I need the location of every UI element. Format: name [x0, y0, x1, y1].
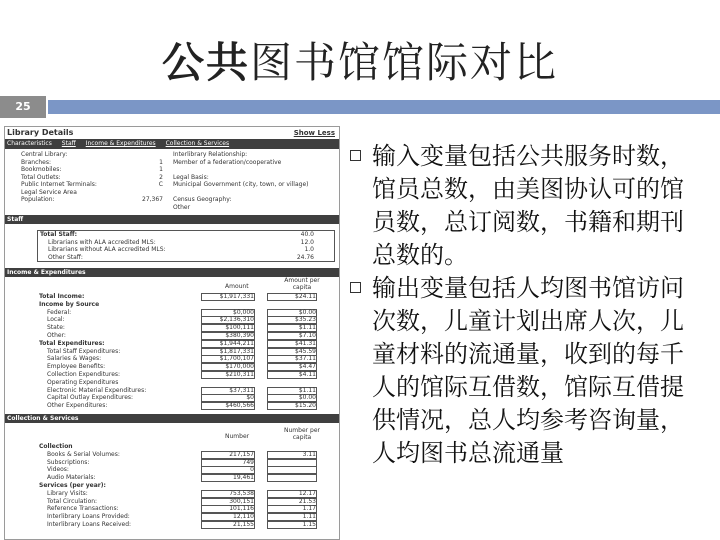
slide-title-bold: 公共	[161, 38, 250, 87]
collection-row-label: Videos:	[47, 466, 69, 474]
collection-row-label: Books & Serial Volumes:	[47, 450, 120, 458]
collection-row-value: 19,461	[201, 474, 255, 482]
income-row-value: $2,136,310	[201, 316, 255, 324]
staff-row	[38, 246, 334, 254]
collection-row-per-capita: 1.15	[267, 521, 317, 529]
collection-section-header: Collection & Services	[5, 414, 339, 423]
income-row-label: Other:	[47, 331, 66, 339]
show-less-link[interactable]: Show Less	[293, 129, 335, 137]
collection-row-label: Subscriptions:	[47, 458, 90, 466]
collection-row	[5, 521, 339, 529]
library-details-panel	[4, 126, 340, 540]
staff-list	[5, 224, 339, 268]
income-row-label: Total Income:	[39, 293, 85, 300]
income-row-label: Collection Expenditures:	[47, 370, 121, 378]
staff-value: 12.0	[300, 238, 314, 246]
income-row-label: Federal:	[47, 308, 72, 316]
collection-row	[5, 443, 339, 451]
income-row-value: $210,311	[201, 371, 255, 379]
panel-tabs	[5, 139, 339, 149]
collection-row	[5, 474, 339, 482]
income-row	[5, 402, 339, 410]
income-row-label: Total Staff Expenditures:	[47, 347, 121, 355]
bullet-text-inputs: 输入变量包括公共服务时数，馆员总数，由美图协认可的馆员数，总订阅数，书籍和期刊总数的。	[372, 142, 684, 269]
staff-value: 24.76	[296, 253, 314, 261]
collection-row-label: Audio Materials:	[47, 474, 96, 482]
tab-staff[interactable]: Staff	[61, 140, 76, 147]
income-row-label: Operating Expenditures	[47, 378, 119, 386]
income-row-per-capita: $4.47	[267, 363, 317, 371]
collection-row	[5, 513, 339, 521]
collection-row-value: 21,155	[201, 521, 255, 529]
bullet-text-outputs: 输出变量包括人均图书馆访问次数，儿童计划出席人次，儿童材料的流通量，收到的每千人的馆际互借数，馆际互借提供情况，总人均参考咨询量，人均图书总流通量	[372, 274, 684, 467]
characteristic-label-2: Census Geography:	[173, 196, 232, 203]
characteristic-value: 1	[159, 166, 163, 173]
characteristic-label-2: Interlibrary Relationship:	[173, 151, 248, 158]
page-bar	[0, 96, 720, 118]
staff-row	[38, 231, 334, 239]
income-row	[5, 371, 339, 379]
panel-title: Library Details	[7, 128, 74, 137]
collection-row-per-capita: 1.17	[267, 505, 317, 513]
characteristic-value: 2	[159, 173, 163, 181]
characteristic-row	[5, 166, 339, 174]
income-row-value: $37,311	[201, 387, 255, 395]
staff-label: Librarians without ALA accredited MLS:	[48, 246, 166, 253]
income-row-per-capita: $35.23	[267, 316, 317, 324]
income-row-per-capita: $1.11	[267, 387, 317, 395]
characteristic-label-2: Legal Basis:	[173, 173, 209, 181]
income-row-value: $170,000	[201, 363, 255, 371]
collection-row	[5, 505, 339, 513]
income-row-value: $1,917,331	[201, 293, 255, 301]
income-row-per-capita: $0.00	[267, 394, 317, 402]
collection-row-value: 749	[201, 459, 255, 467]
income-row-value: $460,566	[201, 402, 255, 410]
characteristics-list	[5, 149, 339, 211]
income-row	[5, 324, 339, 332]
collection-row-value: 0	[201, 466, 255, 474]
collection-row-per-capita	[267, 466, 317, 474]
income-row-label: Other Expenditures:	[47, 402, 108, 410]
income-row-per-capita: $0.00	[267, 309, 317, 317]
staff-value: 1.0	[304, 246, 314, 253]
collection-row-value: 217,157	[201, 451, 255, 459]
income-row-value: $1,944,211	[201, 340, 255, 348]
collection-row	[5, 482, 339, 490]
characteristic-row	[5, 151, 339, 159]
income-row-per-capita: $41.31	[267, 340, 317, 348]
collection-row-value: 101,116	[201, 505, 255, 513]
income-row-label: Income by Source	[39, 300, 100, 308]
collection-table	[5, 443, 339, 529]
characteristic-value: 1	[159, 158, 163, 166]
collection-row-per-capita: 1.11	[267, 513, 317, 521]
characteristic-row	[5, 181, 339, 189]
income-row-value: $0	[201, 394, 255, 402]
collection-row-per-capita	[267, 459, 317, 467]
characteristic-row	[5, 204, 339, 212]
income-row-per-capita: $7.10	[267, 332, 317, 340]
collection-row-per-capita: 12.17	[267, 490, 317, 498]
income-row-value: $1,700,107	[201, 355, 255, 363]
income-row	[5, 332, 339, 340]
staff-label: Other Staff:	[48, 253, 83, 261]
collection-row-value: 12,110	[201, 513, 255, 521]
panel-header	[5, 127, 339, 139]
income-row	[5, 394, 339, 402]
income-row-per-capita: $24.11	[267, 293, 317, 301]
income-row	[5, 387, 339, 395]
accent-strip	[48, 100, 720, 114]
collection-row-label: Interlibrary Loans Received:	[47, 520, 132, 528]
income-row	[5, 379, 339, 387]
bullet-square-icon	[350, 282, 361, 293]
collection-row-per-capita: 3.11	[267, 451, 317, 459]
income-row	[5, 316, 339, 324]
collection-row	[5, 466, 339, 474]
characteristic-value: C	[158, 181, 163, 188]
collection-row-per-capita: 21.53	[267, 498, 317, 506]
staff-label: Librarians with ALA accredited MLS:	[48, 238, 156, 246]
collection-row-label: Total Circulation:	[47, 497, 98, 505]
income-column-header	[5, 277, 339, 293]
characteristic-label: Central Library:	[21, 151, 68, 158]
collection-row-label: Collection	[39, 442, 73, 450]
characteristic-row	[5, 196, 339, 204]
collection-row	[5, 451, 339, 459]
income-row-label: Electronic Material Expenditures:	[47, 386, 147, 394]
collection-row-label: Reference Transactions:	[47, 505, 119, 513]
amount-per-capita-header: Amount per capita	[284, 277, 320, 291]
collection-row	[5, 459, 339, 467]
income-row	[5, 293, 339, 301]
tab-collection-services[interactable]: Collection & Services	[165, 140, 230, 147]
bullet-list	[350, 140, 700, 470]
collection-row-label: Library Visits:	[47, 489, 88, 497]
income-row-per-capita: $4.11	[267, 371, 317, 379]
income-row-per-capita: $45.59	[267, 348, 317, 356]
characteristic-label-2: Other	[173, 203, 191, 211]
staff-value: 40.0	[300, 231, 314, 238]
characteristic-label: Legal Service Area	[21, 188, 77, 196]
staff-box	[37, 230, 335, 262]
tab-income-expenditures[interactable]: Income & Expenditures	[85, 140, 156, 147]
characteristic-row	[5, 159, 339, 167]
collection-column-header	[5, 423, 339, 443]
income-row-label: Local:	[47, 316, 65, 324]
characteristic-label: Branches:	[21, 158, 52, 166]
characteristic-label-2: Member of a federation/cooperative	[173, 158, 282, 166]
collection-row-value: 300,151	[201, 498, 255, 506]
slide-title-rest: 图书馆馆际对比	[250, 38, 559, 87]
income-table	[5, 293, 339, 410]
income-row	[5, 340, 339, 348]
characteristic-row	[5, 189, 339, 197]
staff-label: Total Staff:	[40, 231, 77, 238]
number-header: Number	[225, 432, 250, 440]
characteristic-label-2: Municipal Government (city, town, or village)	[173, 181, 309, 188]
income-row	[5, 355, 339, 363]
bullet-square-icon	[350, 150, 361, 161]
income-row-label: Capital Outlay Expenditures:	[47, 394, 134, 402]
characteristic-label: Population:	[21, 196, 55, 203]
income-row-per-capita: $1.11	[267, 324, 317, 332]
characteristic-value: 27,367	[142, 196, 163, 203]
collection-row-per-capita	[267, 474, 317, 482]
page-number: 25	[0, 96, 46, 118]
income-section-header: Income & Expenditures	[5, 268, 339, 277]
income-row-label: Total Expenditures:	[39, 339, 105, 347]
characteristic-label: Bookmobiles:	[21, 166, 62, 173]
collection-row	[5, 490, 339, 498]
income-row-label: Salaries & Wages:	[47, 355, 102, 363]
collection-row	[5, 498, 339, 506]
amount-header: Amount	[225, 283, 249, 290]
number-per-capita-header: Number per capita	[284, 426, 320, 441]
income-row	[5, 309, 339, 317]
income-row	[5, 363, 339, 371]
income-row-per-capita: $15.20	[267, 402, 317, 410]
bullet-item	[350, 272, 700, 470]
bullet-item	[350, 140, 700, 272]
staff-row	[38, 239, 334, 247]
collection-row-label: Services (per year):	[39, 481, 106, 489]
characteristic-row	[5, 174, 339, 182]
income-row-per-capita: $37.11	[267, 355, 317, 363]
income-row-label: Employee Benefits:	[47, 363, 106, 371]
slide-title	[100, 30, 620, 90]
income-row	[5, 348, 339, 356]
income-row	[5, 301, 339, 309]
income-row-label: State:	[47, 324, 65, 332]
income-row-value: $1,817,331	[201, 348, 255, 356]
income-row-value: $100,111	[201, 324, 255, 332]
collection-row-label: Interlibrary Loans Provided:	[47, 513, 130, 521]
characteristic-label: Total Outlets:	[21, 173, 61, 181]
income-row-value: $0,000	[201, 309, 255, 317]
characteristic-label: Public Internet Terminals:	[21, 181, 97, 188]
staff-section-header: Staff	[5, 215, 339, 224]
tab-characteristics[interactable]: Characteristics	[7, 140, 52, 147]
income-row-value: $380,390	[201, 332, 255, 340]
collection-row-value: 753,538	[201, 490, 255, 498]
staff-row	[38, 254, 334, 262]
